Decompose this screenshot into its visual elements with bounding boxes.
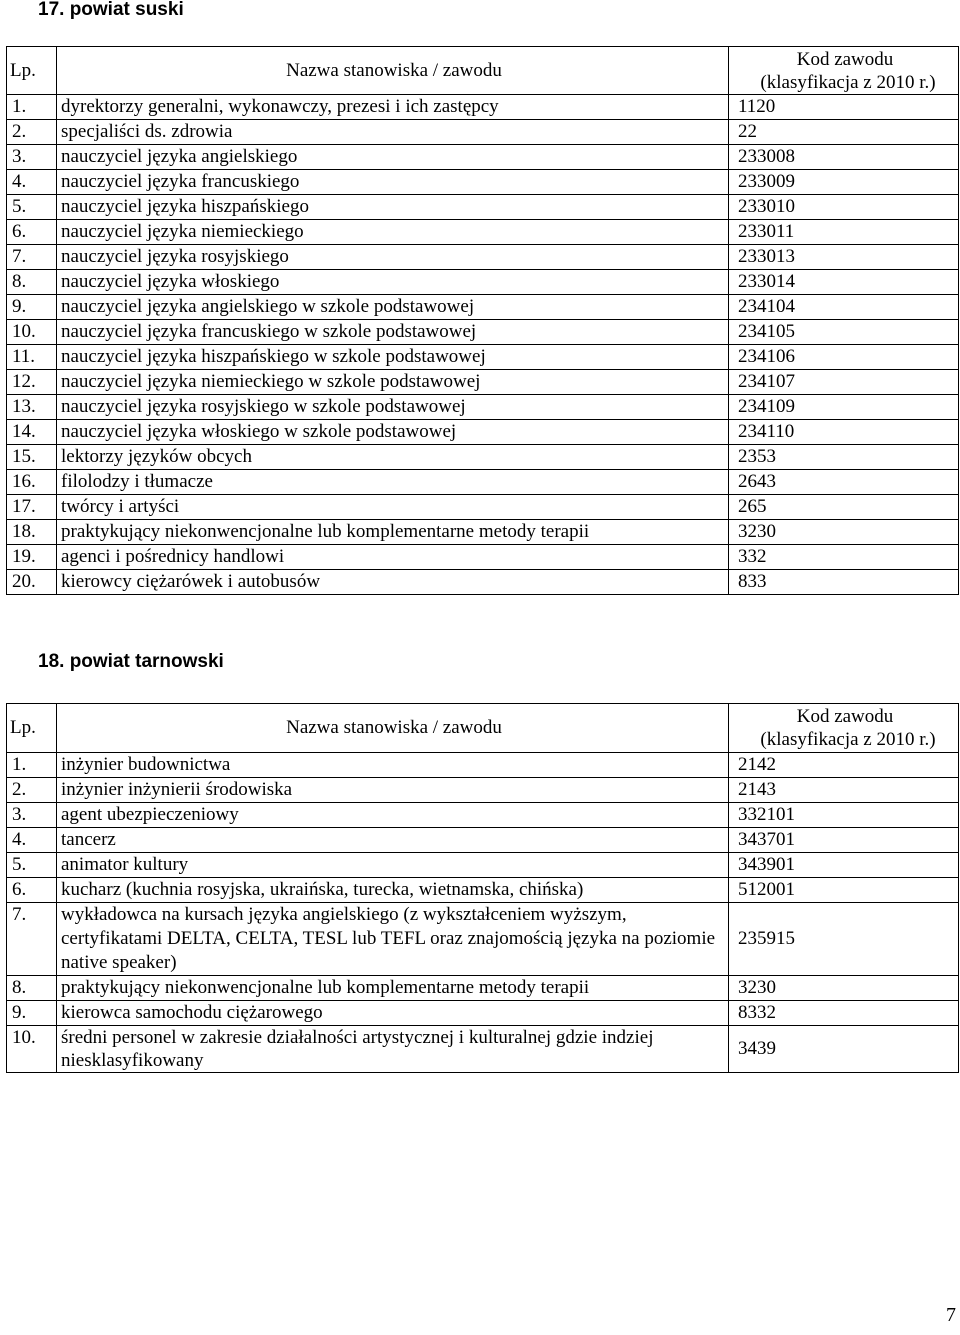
table-row [7, 878, 959, 903]
row-name: nauczyciel języka angielskiego [57, 145, 729, 170]
occupations-table-powiat-tarnowski [6, 703, 959, 1073]
row-code: 1120 [729, 95, 959, 120]
row-name: filolodzy i tłumacze [57, 470, 729, 495]
table-row [7, 195, 959, 220]
row-code: 234106 [729, 345, 959, 370]
table-row [7, 420, 959, 445]
row-lp: 6. [7, 220, 57, 245]
row-code: 234105 [729, 320, 959, 345]
row-code: 233014 [729, 270, 959, 295]
row-name: kierowcy ciężarówek i autobusów [57, 570, 729, 595]
row-code: 233011 [729, 220, 959, 245]
row-code: 512001 [729, 878, 959, 903]
section-title-powiat-tarnowski: 18. powiat tarnowski [38, 651, 224, 672]
row-name: nauczyciel języka hiszpańskiego [57, 195, 729, 220]
row-name: agenci i pośrednicy handlowi [57, 545, 729, 570]
row-name: nauczyciel języka francuskiego [57, 170, 729, 195]
row-lp: 1. [7, 95, 57, 120]
row-code: 3230 [729, 520, 959, 545]
row-name: inżynier budownictwa [57, 753, 729, 778]
table-row [7, 170, 959, 195]
row-code: 234109 [729, 395, 959, 420]
row-lp: 7. [7, 903, 57, 976]
section-title-powiat-suski: 17. powiat suski [38, 0, 184, 20]
row-name: agent ubezpieczeniowy [57, 803, 729, 828]
table-row [7, 370, 959, 395]
table-row [7, 778, 959, 803]
row-code: 233010 [729, 195, 959, 220]
table-row [7, 245, 959, 270]
table-row [7, 853, 959, 878]
header-code [729, 704, 959, 753]
row-code: 8332 [729, 1001, 959, 1026]
row-lp: 20. [7, 570, 57, 595]
row-name: średni personel w zakresie działalności artystycznej i kulturalnej gdzie indziej niesklasyfikowany [57, 1026, 729, 1073]
row-name: specjaliści ds. zdrowia [57, 120, 729, 145]
row-code: 265 [729, 495, 959, 520]
header-code-line1: Kod zawodu [796, 48, 894, 70]
row-code: 234107 [729, 370, 959, 395]
row-name: nauczyciel języka rosyjskiego [57, 245, 729, 270]
row-lp: 6. [7, 878, 57, 903]
table-header-row [7, 47, 959, 95]
row-lp: 2. [7, 778, 57, 803]
row-name: dyrektorzy generalni, wykonawczy, prezesi i ich zastępcy [57, 95, 729, 120]
row-code: 3230 [729, 976, 959, 1001]
table-row [7, 570, 959, 595]
row-lp: 15. [7, 445, 57, 470]
row-name: nauczyciel języka włoskiego [57, 270, 729, 295]
row-name: nauczyciel języka niemieckiego w szkole podstawowej [57, 370, 729, 395]
row-code: 343701 [729, 828, 959, 853]
table-row [7, 828, 959, 853]
row-lp: 7. [7, 245, 57, 270]
row-code: 3439 [729, 1026, 959, 1073]
table-row [7, 545, 959, 570]
table-row [7, 445, 959, 470]
row-lp: 11. [7, 345, 57, 370]
row-name: wykładowca na kursach języka angielskiego (z wykształceniem wyższym, certyfikatami DELTA, CELTA, TESL lub TEFL oraz znajomością języka na poziomie native speaker) [57, 903, 729, 976]
table-row [7, 220, 959, 245]
header-name: Nazwa stanowiska / zawodu [57, 47, 729, 95]
row-name: nauczyciel języka włoskiego w szkole podstawowej [57, 420, 729, 445]
row-name: praktykujący niekonwencjonalne lub komplementarne metody terapii [57, 520, 729, 545]
table-row [7, 976, 959, 1001]
row-name: kucharz (kuchnia rosyjska, ukraińska, turecka, wietnamska, chińska) [57, 878, 729, 903]
row-code: 2643 [729, 470, 959, 495]
row-lp: 9. [7, 295, 57, 320]
row-name: nauczyciel języka niemieckiego [57, 220, 729, 245]
row-lp: 5. [7, 195, 57, 220]
row-lp: 10. [7, 320, 57, 345]
row-lp: 1. [7, 753, 57, 778]
row-lp: 2. [7, 120, 57, 145]
table-row [7, 120, 959, 145]
row-lp: 4. [7, 828, 57, 853]
table-row [7, 903, 959, 976]
row-name: praktykujący niekonwencjonalne lub komplementarne metody terapii [57, 976, 729, 1001]
header-code [729, 47, 959, 95]
row-lp: 4. [7, 170, 57, 195]
row-code: 233013 [729, 245, 959, 270]
row-lp: 13. [7, 395, 57, 420]
table-row [7, 295, 959, 320]
page-number: 7 [946, 1304, 956, 1326]
row-name: twórcy i artyści [57, 495, 729, 520]
table-row [7, 95, 959, 120]
row-name: nauczyciel języka hiszpańskiego w szkole podstawowej [57, 345, 729, 370]
row-lp: 14. [7, 420, 57, 445]
row-name: kierowca samochodu ciężarowego [57, 1001, 729, 1026]
row-name: nauczyciel języka rosyjskiego w szkole podstawowej [57, 395, 729, 420]
header-lp: Lp. [7, 47, 57, 95]
row-name: inżynier inżynierii środowiska [57, 778, 729, 803]
row-lp: 19. [7, 545, 57, 570]
row-code: 2142 [729, 753, 959, 778]
table-row [7, 1026, 959, 1073]
row-code: 22 [729, 120, 959, 145]
row-lp: 8. [7, 976, 57, 1001]
row-lp: 18. [7, 520, 57, 545]
row-code: 833 [729, 570, 959, 595]
row-lp: 3. [7, 145, 57, 170]
table-row [7, 495, 959, 520]
row-name: nauczyciel języka angielskiego w szkole podstawowej [57, 295, 729, 320]
table-row [7, 753, 959, 778]
row-name: animator kultury [57, 853, 729, 878]
row-code: 233008 [729, 145, 959, 170]
row-name: tancerz [57, 828, 729, 853]
header-code-line2: (klasyfikacja z 2010 r.) [760, 71, 936, 93]
row-code: 332101 [729, 803, 959, 828]
row-code: 2353 [729, 445, 959, 470]
table-header-row [7, 704, 959, 753]
table-row [7, 1001, 959, 1026]
row-code: 2143 [729, 778, 959, 803]
row-code: 234110 [729, 420, 959, 445]
row-code: 233009 [729, 170, 959, 195]
row-name: lektorzy języków obcych [57, 445, 729, 470]
row-lp: 3. [7, 803, 57, 828]
row-lp: 16. [7, 470, 57, 495]
row-code: 332 [729, 545, 959, 570]
row-name: nauczyciel języka francuskiego w szkole podstawowej [57, 320, 729, 345]
table-row [7, 345, 959, 370]
occupations-table-powiat-suski [6, 46, 959, 595]
row-lp: 5. [7, 853, 57, 878]
header-lp: Lp. [7, 704, 57, 753]
table-row [7, 145, 959, 170]
row-lp: 10. [7, 1026, 57, 1073]
row-code: 343901 [729, 853, 959, 878]
table-row [7, 470, 959, 495]
table-row [7, 320, 959, 345]
row-lp: 12. [7, 370, 57, 395]
row-lp: 17. [7, 495, 57, 520]
header-code-line1: Kod zawodu [796, 706, 894, 727]
row-lp: 8. [7, 270, 57, 295]
row-lp: 9. [7, 1001, 57, 1026]
table-row [7, 395, 959, 420]
header-code-line2: (klasyfikacja z 2010 r.) [760, 729, 936, 750]
row-code: 234104 [729, 295, 959, 320]
header-name: Nazwa stanowiska / zawodu [57, 704, 729, 753]
table-row [7, 270, 959, 295]
table-row [7, 803, 959, 828]
table-row [7, 520, 959, 545]
row-code: 235915 [729, 903, 959, 976]
